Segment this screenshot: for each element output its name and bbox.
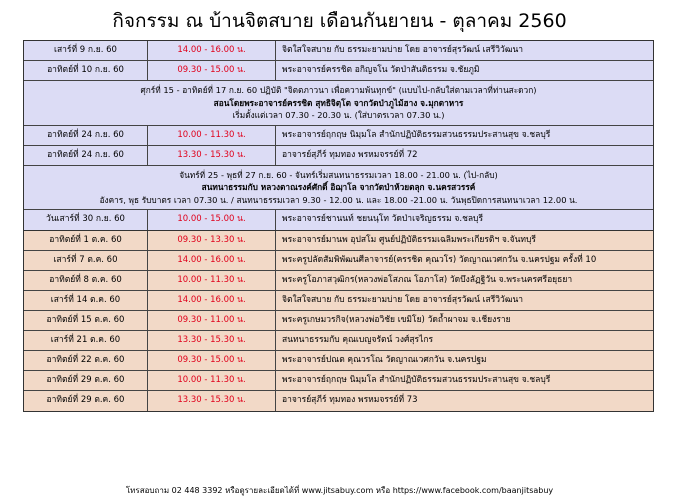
activity-cell: พระอาจารย์ฤกฤษ นิมฺมโล สำนักปฏิบัติธรรมสวนธรรมประสานสุข จ.ชลบุรี	[282, 129, 551, 140]
retreat-notice-line: อังคาร, พุธ รับบาตร เวลา 07.30 น. / สนทนาธรรมเวลา 9.30 - 12.00 น. และ 18.00 -21.00 น. วันพุธปิดการสนทนาเวลา 12.00 น.	[99, 194, 578, 205]
table-row	[24, 210, 653, 230]
table-row	[24, 251, 653, 271]
time-cell: 14.00 - 16.00 น.	[148, 41, 276, 60]
table-row	[24, 41, 653, 61]
activity-cell: พระครูโอภาสวุฒิกร(หลวงพ่อโสภณ โอภาโส) วัดบึงลัฏฐิวัน จ.พระนครศรีอยุธยา	[282, 275, 573, 285]
table-row	[24, 271, 653, 291]
retreat-notice-1	[24, 81, 653, 126]
retreat-notice-line: สอนโดยพระอาจารย์ครรชิต สุทธิจิตฺโต จากวัดป่าภูไม้ฮาง จ.มุกดาหาร	[213, 97, 464, 108]
activity-cell: จิตใสใจสบาย กับ ธรรมะยามบ่าย โดย อาจารย์สุรวัฒน์ เสรีวิวัฒนา	[282, 295, 524, 305]
activity-cell: อาจารย์สุภีร์ ทุมทอง พรหมจรรย์ที่ 72	[282, 149, 418, 160]
table-row	[24, 371, 653, 391]
time-cell: 10.00 - 11.30 น.	[148, 371, 276, 390]
september-block	[24, 41, 653, 231]
activity-cell: พระอาจารย์ปณต คุณวรโณ วัดญาณเวศกวัน จ.นครปฐม	[282, 355, 487, 365]
time-cell: 09.30 - 11.00 น.	[148, 311, 276, 330]
activity-cell: พระครูเกษมวรกิจ(หลวงพ่อวิชัย เขมิโย) วัดถ้ำผาจม จ.เชียงราย	[282, 315, 511, 325]
october-block	[24, 231, 653, 411]
time-cell: 10.00 - 15.00 น.	[148, 210, 276, 230]
table-row	[24, 291, 653, 311]
retreat-notice-line: เริ่มตั้งแต่เวลา 07.30 - 20.30 น. (ใส่บาตรเวลา 07.30 น.)	[232, 110, 445, 120]
page-title: กิจกรรม ณ บ้านจิตสบาย เดือนกันยายน - ตุลาคม 2560	[112, 10, 567, 32]
time-cell: 13.30 - 15.30 น.	[148, 146, 276, 165]
time-cell: 09.30 - 13.30 น.	[148, 231, 276, 250]
retreat-notice-line: ศุกร์ที่ 15 - อาทิตย์ที่ 17 ก.ย. 60 ปฏิบัติ "จิตตภาวนา เพื่อความพ้นทุกข์" (แบบไป-กลับใส่ตามเวลาที่ท่านสะดวก)	[140, 85, 537, 95]
date-cell: เสาร์ที่ 7 ต.ค. 60	[24, 251, 148, 270]
table-row	[24, 231, 653, 251]
date-cell: อาทิตย์ที่ 10 ก.ย. 60	[24, 61, 148, 80]
date-cell: เสาร์ที่ 9 ก.ย. 60	[24, 41, 148, 60]
activity-cell: พระอาจารย์มานพ อุปสโม ศูนย์ปฏิบัติธรรมเฉลิมพระเกียรติฯ จ.จันทบุรี	[282, 235, 536, 245]
retreat-notice-2	[24, 166, 653, 211]
table-row	[24, 331, 653, 351]
time-cell: 14.00 - 16.00 น.	[148, 291, 276, 310]
date-cell: อาทิตย์ที่ 24 ก.ย. 60	[24, 146, 148, 165]
activity-cell: พระอาจารย์ชานนท์ ชยนนฺโท วัดป่าเจริญธรรม จ.ชลบุรี	[282, 214, 484, 224]
table-row	[24, 311, 653, 331]
activity-cell: พระอาจารย์ครรชิต อกิญจโน วัดป่าสันติธรรม จ.ชัยภูมิ	[282, 65, 480, 75]
table-row	[24, 126, 653, 146]
activity-cell: อาจารย์สุภีร์ ทุมทอง พรหมจรรย์ที่ 73	[282, 395, 418, 405]
time-cell: 13.30 - 15.30 น.	[148, 391, 276, 411]
time-cell: 10.00 - 11.30 น.	[148, 271, 276, 290]
date-cell: อาทิตย์ที่ 22 ต.ค. 60	[24, 351, 148, 370]
contact-footer: โทรสอบถาม 02 448 3392 หรือดูรายละเอียดได้ที่ www.jitsabuy.com หรือ https://www.facebook.com/baanjitsabuy	[125, 486, 554, 495]
date-cell: อาทิตย์ที่ 1 ต.ค. 60	[24, 231, 148, 250]
activity-cell: พระครูปลัดสัมพิพัฒนศีลาจารย์(ครรชิต คุณวโร) วัดญาณเวศกวัน จ.นครปฐม ครั้งที่ 10	[282, 255, 597, 265]
activity-cell: จิตใสใจสบาย กับ ธรรมะยามบ่าย โดย อาจารย์สุรวัฒน์ เสรีวิวัฒนา	[282, 45, 524, 55]
time-cell: 09.30 - 15.00 น.	[148, 351, 276, 370]
date-cell: อาทิตย์ที่ 29 ต.ค. 60	[24, 371, 148, 390]
schedule-table	[23, 40, 654, 412]
time-cell: 14.00 - 16.00 น.	[148, 251, 276, 270]
date-cell: วันเสาร์ที่ 30 ก.ย. 60	[24, 210, 148, 230]
activity-cell: พระอาจารย์ฤกฤษ นิมฺมโล สำนักปฏิบัติธรรมสวนธรรมประสานสุข จ.ชลบุรี	[282, 375, 551, 385]
date-cell: เสาร์ที่ 21 ต.ค. 60	[24, 331, 148, 350]
table-row	[24, 146, 653, 166]
date-cell: อาทิตย์ที่ 29 ต.ค. 60	[24, 391, 148, 411]
table-row	[24, 61, 653, 81]
date-cell: อาทิตย์ที่ 8 ต.ค. 60	[24, 271, 148, 290]
retreat-notice-line: จันทร์ที่ 25 - พุธที่ 27 ก.ย. 60 - จันทร์เริ่มสนทนาธรรมเวลา 18.00 - 21.00 น. (ไป-กลับ)	[179, 169, 498, 180]
table-row	[24, 391, 653, 411]
date-cell: อาทิตย์ที่ 24 ก.ย. 60	[24, 126, 148, 145]
retreat-notice-line: สนทนาธรรมกับ หลวงตาณรงค์ศักดิ์ อิฌฺาโล จากวัดป่าห้วยตลุก จ.นครสวรรค์	[201, 182, 476, 192]
activity-cell: สนทนาธรรมกับ คุณเบญจรัตน์ วงศ์สุรไกร	[282, 335, 434, 345]
date-cell: เสาร์ที่ 14 ต.ค. 60	[24, 291, 148, 310]
time-cell: 09.30 - 15.00 น.	[148, 61, 276, 80]
table-row	[24, 351, 653, 371]
date-cell: อาทิตย์ที่ 15 ต.ค. 60	[24, 311, 148, 330]
time-cell: 13.30 - 15.30 น.	[148, 331, 276, 350]
time-cell: 10.00 - 11.30 น.	[148, 126, 276, 145]
